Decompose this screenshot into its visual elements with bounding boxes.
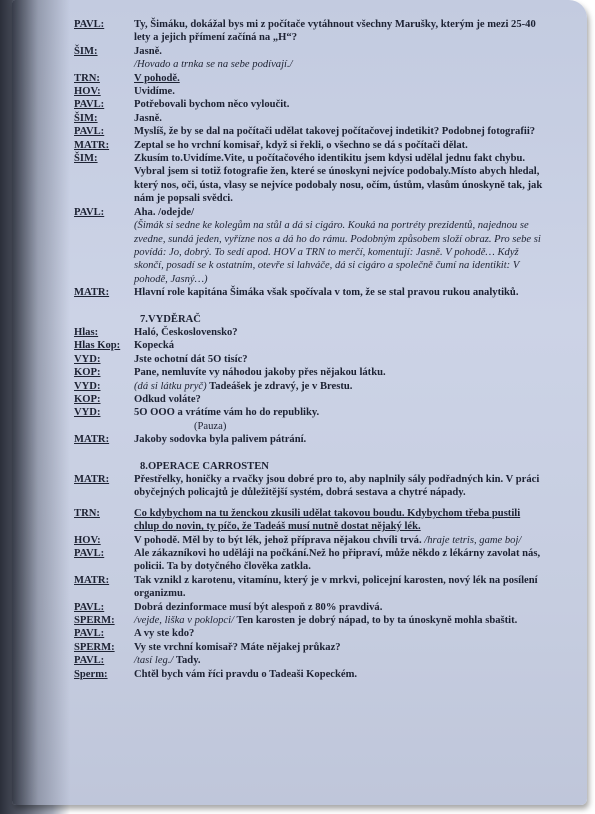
line-text: Jste ochotní dát 5O tisíc? (134, 353, 248, 365)
speaker: MATR: (74, 139, 110, 151)
speaker: PAVL: (74, 206, 105, 218)
speaker: VYD: (74, 380, 101, 392)
dialogue-line (74, 641, 544, 654)
line-text: Ty, Šimáku, dokážal bys mi z počítače vytáhnout všechny Marušky, kterým je mezi 25-40 lety a jejich přímení začíná na „H“? (134, 19, 536, 44)
direction-text: /Hovado a trnka se na sebe podívají./ (134, 59, 293, 71)
speaker: MATR: (74, 574, 110, 586)
stage-direction (74, 58, 544, 71)
dialogue-line (74, 45, 544, 58)
dialogue-line (74, 339, 544, 352)
speaker: Sperm: (74, 668, 108, 680)
dialogue-line (74, 601, 544, 614)
speaker: PAVL: (74, 548, 105, 560)
speaker: PAVL: (74, 628, 105, 640)
line-text: Chtěl bych vám říci pravdu o Tadeaši Kopeckém. (134, 668, 358, 680)
dialogue-line (74, 534, 544, 547)
speaker: HOV: (74, 86, 101, 98)
line-text: Ale zákazníkovi ho uděláji na počkání.Než ho připraví, může někdo z lékárny zavolat nás, policii. Ta by dotyčného člověka zatkla. (134, 548, 541, 573)
speaker: Hlas: (74, 326, 99, 338)
dialogue-line (74, 206, 544, 219)
speaker: VYD: (74, 353, 101, 365)
line-text: Hlavní role kapitána Šimáka však spočívala v tom, že se stal pravou rukou analytiků. (134, 287, 519, 299)
speaker: HOV: (74, 534, 101, 546)
stage-direction (74, 420, 544, 433)
dialogue-line (74, 547, 544, 574)
direction-text: (Šimák si sedne ke kolegům na stůl a dá si cigáro. Kouká na portréty prezidentů, najednou se zvedne, sundá jeden, vyřízne nos a dá ho do rámu. Podobným způsobem složí obraz. Pro sebe si povídá: Jo, dobrý. To sedí apod. HOV a TRN to merčí, komentují: Jasně. V pohodě… Když skončí, posadí se k ostatním, otevře si lahváče, dá si cigáro a společně čumí na identikit: V pohodě, Jasný…) (134, 220, 541, 285)
line-text-main: Tady. (175, 655, 201, 667)
speaker: PAVL: (74, 126, 105, 138)
dialogue-line (74, 507, 544, 534)
dialogue-line (74, 433, 544, 446)
dialogue-line (74, 152, 544, 206)
line-text: Jakoby sodovka byla palivem pátrání. (134, 434, 307, 446)
dialogue-line (74, 353, 544, 366)
dialogue-line (74, 286, 544, 299)
speaker: VYD: (74, 407, 101, 419)
dialogue-line (74, 654, 544, 667)
dialogue-line (74, 380, 544, 393)
dialogue-line (74, 326, 544, 339)
direction-inline: /hraje tetris, game boj/ (424, 534, 522, 546)
speaker: SPERM: (74, 615, 115, 627)
line-text-main: Ten karosten je dobrý nápad, to by ta únoskyně mohla sbaštit. (236, 615, 518, 627)
line-text: Jasně. (134, 45, 162, 57)
line-text (134, 614, 544, 627)
dialogue-line (74, 18, 544, 45)
dialogue-line (74, 574, 544, 601)
dialogue-line (74, 139, 544, 152)
direction-inline: (dá si látku pryč) (134, 380, 207, 392)
speaker: SPERM: (74, 641, 115, 653)
line-text: Aha. /odejde/ (134, 206, 195, 218)
speaker: MATR: (74, 287, 110, 299)
speaker: PAVL: (74, 655, 105, 667)
line-text: Zeptal se ho vrchní komisař, když si řekli, o všechno se dá s počítači dělat. (134, 139, 468, 151)
speaker: ŠIM: (74, 153, 98, 165)
section-heading: 8.OPERACE CARROSTEN (140, 460, 269, 472)
line-text: Potřebovali bychom něco vyloučit. (134, 99, 290, 111)
line-text: Tak vznikl z karotenu, vitamínu, který je v mrkvi, policejní karosten, nový lék na posílení organizmu. (134, 574, 538, 600)
speaker: MATR: (74, 434, 110, 446)
speaker: KOP: (74, 367, 101, 379)
line-text: Haló, Československo? (134, 326, 238, 338)
line-text: Myslíš, že by se dal na počítači udělat takovej počítačovej indetikit? Podobnej fotografii? (134, 126, 536, 138)
speaker: Hlas Kop: (74, 340, 121, 352)
speaker: PAVL: (74, 19, 105, 30)
line-text: Dobrá dezinformace musí být alespoň z 80% pravdivá. (134, 601, 383, 613)
dialogue-line (74, 85, 544, 98)
speaker: KOP: (74, 393, 101, 405)
dialogue-line (74, 125, 544, 138)
dialogue-line (74, 393, 544, 406)
line-text-main: V pohodě. Měl by to být lék, jehož příprava nějakou chvíli trvá. (134, 534, 422, 546)
dialogue-line (74, 72, 544, 85)
line-text: 5O OOO a vrátíme vám ho do republiky. (134, 407, 320, 419)
direction-inline: /tasí leg./ (134, 655, 174, 667)
script-text (74, 18, 544, 681)
line-text: V pohodě. (134, 72, 180, 84)
dialogue-line (74, 627, 544, 640)
line-text: Pane, nemluvíte vy náhodou jakoby přes nějakou látku. (134, 367, 386, 379)
line-text: Jasně. (134, 112, 162, 124)
speaker: MATR: (74, 474, 110, 485)
line-text: Odkud voláte? (134, 393, 201, 405)
line-text: Zkusím to.Uvidíme.Vite, u počítačového identikitu jsem kdysi udělal jednu fakt chybu. Vybral jsem si totiž fotografie žen, které se únoskyni nejvíce podobaly.Místo abych hledal, který nos, oči, ústa, vlasy se nejvíce podobaly nosu, očím, ústům, vlasům únoskyně tak, jak nám je popsali svědci. (134, 153, 543, 205)
speaker: PAVL: (74, 601, 105, 613)
line-text (134, 654, 544, 667)
line-text: Uvidíme. (134, 86, 175, 98)
dialogue-line (74, 614, 544, 627)
dialogue-line (74, 366, 544, 379)
speaker: ŠIM: (74, 45, 98, 57)
line-text (134, 380, 544, 393)
direction-text: (Pauza) (194, 420, 227, 432)
stage-direction (74, 219, 544, 286)
line-text: A vy ste kdo? (134, 628, 195, 640)
speaker: TRN: (74, 72, 100, 84)
speaker: TRN: (74, 507, 100, 519)
speaker: PAVL: (74, 99, 105, 111)
dialogue-line (74, 98, 544, 111)
dialogue-line (74, 668, 544, 681)
dialogue-line (74, 406, 544, 419)
speaker: ŠIM: (74, 112, 98, 124)
document-page (12, 0, 587, 805)
line-text-main: Tadeášek je zdravý, je v Brestu. (209, 380, 353, 392)
line-text: Co kdybychom na tu ženckou zkusili udělat takovou boudu. Kdybychom třeba pustili chlup do novin, ty píčo, že Tadeáš musí nutně dostat nějaký lék. (134, 507, 521, 533)
dialogue-line (74, 473, 544, 500)
line-text: Vy ste vrchní komisař? Máte nějakej průkaz? (134, 641, 341, 653)
dialogue-line (74, 112, 544, 125)
section-heading: 7.VYDĚRAČ (140, 313, 201, 325)
line-text: Kopecká (134, 340, 175, 352)
line-text: Přestřelky, honičky a rvačky jsou dobré pro to, aby naplnily sály podřadných kin. V práci obyčejných policajtů je důležitější systém, dobrá sestava a chytré nápady. (134, 474, 540, 499)
line-text (134, 534, 544, 547)
direction-inline: /vejde, liška v poklopci/ (134, 615, 235, 627)
